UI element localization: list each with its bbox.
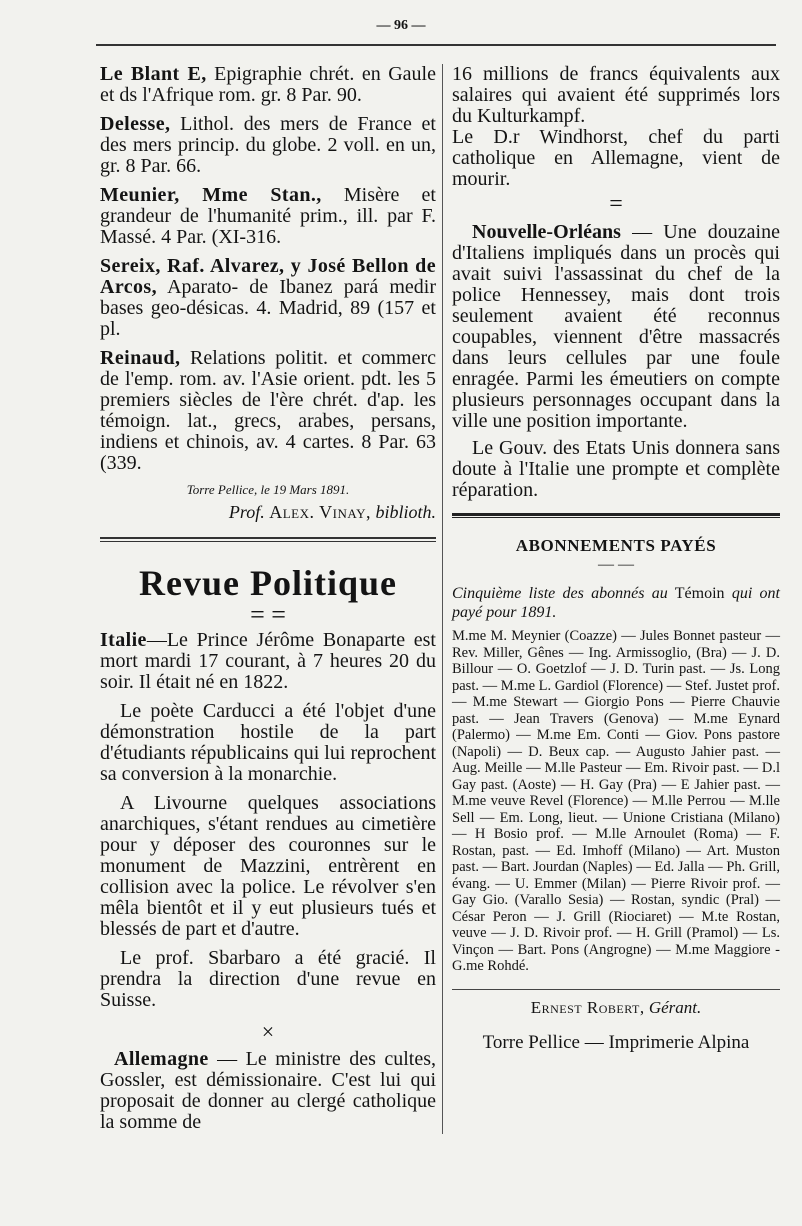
bib-author: Delesse, <box>100 113 171 135</box>
bib-text: Relations politit. et commerc de l'emp. rom. av. l'Asie orient. pdt. les 5 premiers siècles de l'ère chrét. d'ap. les témoign. lat., grecs, arabes, persans, indiens et chinois, av. 4 cartes. 8 Par. 63 (339. <box>100 347 436 474</box>
allemagne-text: — Le ministre des cultes, Gossler, est démissionaire. C'est lui qui proposait de donner au clergé catholique la somme de <box>100 1048 436 1133</box>
gerant-line <box>452 998 780 1018</box>
bib-text: Aparato- de Ibanez pará medir bases geo-désicas. 4. Madrid, 89 (157 et pl. <box>100 276 436 340</box>
italie-paragraph-2: Le poète Carducci a été l'objet d'une démonstration hostile de la part d'étudiants républicains qui lui reprochent sa conversion à la monarchie. <box>100 700 436 785</box>
intro-italic-2: qui ont payé pour 1891. <box>452 585 781 621</box>
bib-entry-le-blant <box>100 64 436 106</box>
separator-equals: = <box>609 191 623 217</box>
nouvelle-text-1: — Une douzaine d'Italiens impliqués dans un procès qui avait suivi l'assassinat du chef de la police Hennessey, mais dont trois seulement avaient été reconnus coupables, viennent d'être massacrés dans leurs cellules par une foule enragée. Parmi les émeutiers on compte plusieurs personnages occupant dans la ville une position importante. <box>452 221 780 432</box>
italie-paragraph-1 <box>100 630 436 693</box>
abonnements-intro <box>452 584 780 622</box>
title-ornament: = = <box>250 600 286 629</box>
italie-paragraph-4: Le prof. Sbarbaro a été gracié. Il prendra la direction d'une revue en Suisse. <box>100 947 436 1011</box>
gerant-role: Gérant. <box>648 997 702 1017</box>
bib-entry-reinaud <box>100 348 436 474</box>
page-number: — 96 — <box>376 18 426 33</box>
nouvelle-paragraph-1 <box>452 222 780 432</box>
separator-cross: × <box>261 1019 275 1044</box>
nouvelle-label: Nouvelle-Orléans <box>472 221 621 243</box>
bib-author: Sereix, Raf. Alvarez, y José Bellon de Arcos, <box>100 255 436 298</box>
header-rule <box>96 44 776 46</box>
allemagne-continued: 16 millions de francs équivalents aux salaires qui avaient été supprimés lors du Kulturkampf. <box>452 63 780 127</box>
footer-rule <box>452 989 780 990</box>
bib-text: Lithol. des mers de France et des mers princip. du globe. 2 voll. en un, gr. 8 Par. 66. <box>100 113 436 177</box>
signature-place: Torre Pellice, le 19 Mars 1891. <box>186 482 350 497</box>
abonnements-list: M.me M. Meynier (Coazze) — Jules Bonnet pasteur — Rev. Miller, Gênes — Ing. Armissoglio, (Bra) — J. D. Billour — O. Goetzlof — J. D. Turin past. — Js. Long past. — M.me L. Gardiol (Florence) — Stef. Justet prof. — M.me Stewart — Giorgio Pons — Pierre Chauvie past. — Jean Travers (Genova) — M.me Eynard (Palermo) — M.me Em. Conti — Giov. Pons pastore (Napoli) — D. Beux cap. — Augusto Jahier past. — Aug. Meille — M.lle Pasteur — Em. Rivoir past. — D.l Gay past. (Aoste) — H. Gay (Pra) — E Jahier past. — M.me veuve Revel (Florence) — M.lle Perrou — M.lle Sell — Em. Long, lieut. — Unione Cristiana (Milano) — H Bosio prof. — M.lle Arnoulet (Roma) — F. Rostan, past. — Ed. Imhoff (Milano) — Art. Muston past. — Bart. Jourdan (Naples) — Ed. Jalla — Ph. Grill, évang. — U. Emmer (Milan) — Pierre Rivoir prof. — Gay Gio. (Varallo Sesia) — Rostan, syndic (Pral) — César Peron — J. Grill (Riociaret) — M.te Rostan, veuve — J. D. Rivoir prof. — H. Grill (Pramol) — Ls. Vinçon — Bart. Pons (Angrogne) — M.me Maggiore - G.me Rohdé. <box>452 628 780 974</box>
bibliography-list <box>100 64 436 474</box>
bib-author: Reinaud, <box>100 347 181 369</box>
italie-paragraph-3: A Livourne quelques associations anarchiques, s'étant rendues au cimetière pour y déposer des couronnes sur le monument de Mazzini, entrèrent en collision avec la police. Le révolver s'en mêla bientôt et il y eut plusieurs tués et blessés de part et d'autre. <box>100 792 436 940</box>
intro-italic: Cinquième liste des abonnés au <box>452 585 668 602</box>
right-column <box>452 64 780 1054</box>
signature-role: biblioth. <box>375 502 436 522</box>
abonnements-ornament: — — <box>598 556 634 573</box>
windhorst-paragraph: Le D.r Windhorst, chef du parti catholique en Allemagne, vient de mourir. <box>452 126 780 190</box>
signature-title: Prof. <box>228 502 265 522</box>
abonnements-title: ABONNEMENTS PAYÉS <box>515 536 717 555</box>
bib-entry-delesse <box>100 114 436 177</box>
section-title: Revue Politique <box>139 563 397 603</box>
bib-text: Epigraphie chrét. en Gaule et ds l'Afrique rom. gr. 8 Par. 90. <box>100 63 436 106</box>
italie-text-1: —Le Prince Jérôme Bonaparte est mort mardi 17 courant, à 7 heures 20 du soir. Il était né en 1822. <box>100 629 436 693</box>
italie-label: Italie <box>100 629 147 651</box>
intro-roman: Témoin <box>667 585 725 602</box>
printer-line: Torre Pellice — Imprimerie Alpina <box>482 1031 750 1053</box>
bib-author: Meunier, Mme Stan., <box>100 184 322 206</box>
signature <box>100 502 436 523</box>
column-separator <box>442 64 443 1134</box>
section-divider-right <box>452 513 780 518</box>
bib-author: Le Blant E, <box>100 63 207 85</box>
gerant-name: Ernest Robert, <box>530 997 645 1017</box>
section-divider <box>100 537 436 542</box>
allemagne-label: Allemagne <box>114 1048 209 1070</box>
signature-name: Alex. Vinay, <box>269 502 371 522</box>
nouvelle-paragraph-2: Le Gouv. des Etats Unis donnera sans doute à l'Italie une prompte et complète réparation. <box>452 437 780 501</box>
allemagne-paragraph <box>100 1049 436 1133</box>
bib-text: Misère et grandeur de l'humanité prim., ill. par F. Massé. 4 Par. (XI-316. <box>100 184 436 248</box>
bib-entry-sereix <box>100 256 436 340</box>
bib-entry-meunier <box>100 185 436 248</box>
left-column <box>100 64 436 1141</box>
